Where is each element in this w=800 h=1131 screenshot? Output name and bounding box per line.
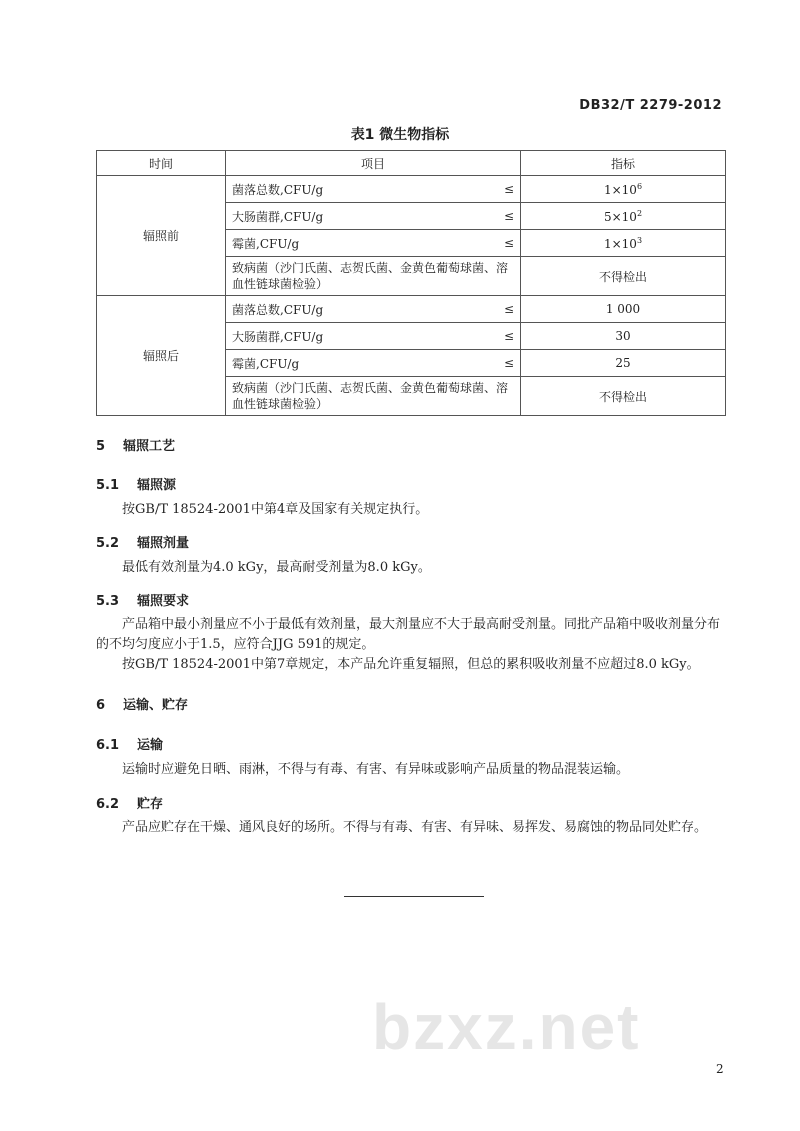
section-5-2-heading [96, 532, 189, 551]
group-time-label: 辐照前 [97, 176, 226, 296]
group-time-label: 辐照后 [97, 296, 226, 416]
value-cell: $1\times 10^6$ [521, 176, 726, 203]
value-cell: 不得检出 [521, 257, 726, 296]
section-5-3-heading [96, 590, 189, 609]
watermark-logo: bzxz.net [372, 991, 641, 1063]
table-row [97, 296, 726, 323]
item-cell: 致病菌（沙门氏菌、志贺氏菌、金黄色葡萄球菌、溶血性链球菌检验） [226, 257, 521, 296]
item-cell: 大肠菌群,CFU/g [226, 323, 487, 350]
table-header-row [97, 151, 726, 176]
value-cell: 30 [521, 323, 726, 350]
end-divider [344, 896, 484, 897]
section-6-1-heading [96, 734, 163, 753]
section-number: 5.2 [96, 536, 120, 551]
section-title: 运输、贮存 [123, 698, 189, 713]
value-cell: $1\times 10^3$ [521, 230, 726, 257]
section-title: 运输 [137, 738, 164, 753]
page-number: 2 [716, 1062, 724, 1076]
section-number: 5 [96, 439, 106, 454]
header-time: 时间 [97, 151, 226, 176]
le-symbol: ≤ [486, 296, 521, 323]
group-after-irradiation [97, 296, 726, 416]
value-cell: 1 000 [521, 296, 726, 323]
le-symbol: ≤ [486, 350, 521, 377]
header-value: 指标 [521, 151, 726, 176]
group-before-irradiation [97, 176, 726, 296]
section-6-1-text: 运输时应避免日晒、雨淋，不得与有毒、有害、有异味或影响产品质量的物品混装运输。 [122, 762, 630, 777]
item-cell: 霉菌,CFU/g [226, 350, 487, 377]
section-title: 贮存 [137, 797, 164, 812]
section-title: 辐照剂量 [137, 536, 190, 551]
section-number: 6.1 [96, 738, 120, 753]
table-row [97, 176, 726, 203]
section-6-2-heading [96, 793, 163, 812]
document-code: DB32/T 2279-2012 [579, 98, 722, 113]
le-symbol: ≤ [486, 203, 521, 230]
item-cell: 致病菌（沙门氏菌、志贺氏菌、金黄色葡萄球菌、溶血性链球菌检验） [226, 377, 521, 416]
section-6-2-text: 产品应贮存在干燥、通风良好的场所。不得与有毒、有害、有异味、易挥发、易腐蚀的物品同处贮存。 [122, 820, 708, 835]
section-number: 6.2 [96, 797, 120, 812]
header-item: 项目 [226, 151, 521, 176]
section-5-1-heading [96, 474, 176, 493]
le-symbol: ≤ [486, 230, 521, 257]
section-5-3-text-2: 按GB/T 18524-2001中第7章规定，本产品允许重复辐照，但总的累积吸收剂量不应超过8.0 kGy。 [122, 657, 700, 672]
item-cell: 霉菌,CFU/g [226, 230, 487, 257]
item-cell: 菌落总数,CFU/g [226, 176, 487, 203]
section-number: 5.3 [96, 594, 120, 609]
section-number: 6 [96, 698, 106, 713]
le-symbol: ≤ [486, 176, 521, 203]
section-6-heading [96, 694, 188, 713]
section-number: 5.1 [96, 478, 120, 493]
section-title: 辐照工艺 [123, 439, 176, 454]
section-5-2-text: 最低有效剂量为4.0 kGy，最高耐受剂量为8.0 kGy。 [122, 560, 431, 575]
value-cell: 25 [521, 350, 726, 377]
section-title: 辐照源 [137, 478, 177, 493]
item-cell: 菌落总数,CFU/g [226, 296, 487, 323]
value-cell: $5\times 10^2$ [521, 203, 726, 230]
section-title: 辐照要求 [137, 594, 190, 609]
section-5-1-text: 按GB/T 18524-2001中第4章及国家有关规定执行。 [122, 502, 429, 517]
microbial-indicator-table [96, 150, 726, 416]
section-5-heading [96, 435, 175, 454]
section-5-3-text-1: 产品箱中最小剂量应不小于最低有效剂量，最大剂量应不大于最高耐受剂量。同批产品箱中吸收剂量分布的不均匀度应小于1.5，应符合JJG 591的规定。 [96, 617, 721, 652]
table-title: 表1 微生物指标 [350, 127, 450, 143]
value-cell: 不得检出 [521, 377, 726, 416]
item-cell: 大肠菌群,CFU/g [226, 203, 487, 230]
le-symbol: ≤ [486, 323, 521, 350]
